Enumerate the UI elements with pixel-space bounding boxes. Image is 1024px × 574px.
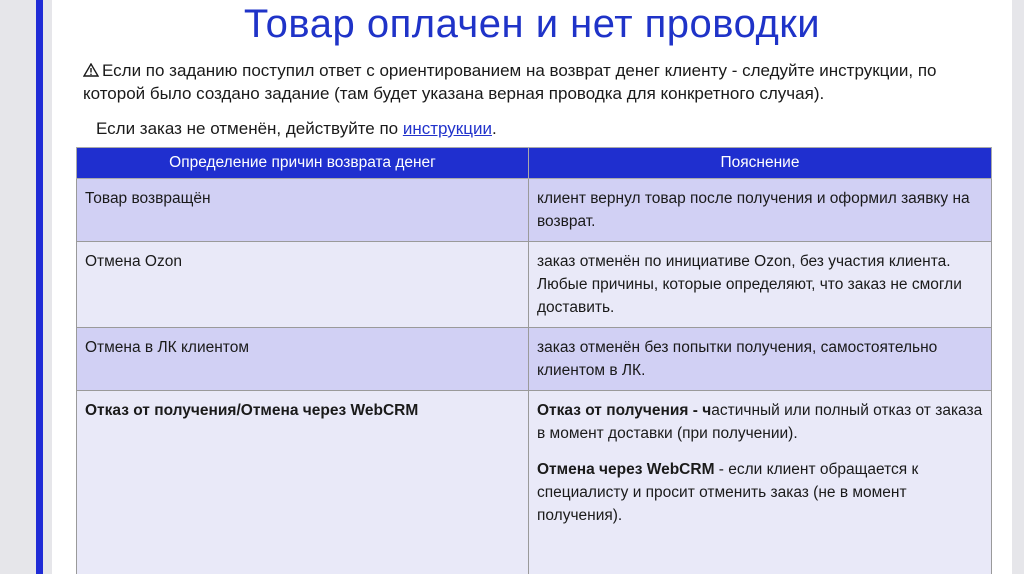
explanation-cell [529,391,992,574]
table-row [77,179,992,242]
explanation-cell: клиент вернул товар после получения и оформил заявку на возврат. [529,179,992,242]
instruction-note [96,119,497,139]
note-prefix: Если заказ не отменён, действуйте по [96,119,403,138]
note-suffix: . [491,119,497,138]
instruction-link[interactable]: инструкции [402,119,492,138]
page-title: Товар оплачен и нет проводки [243,2,821,46]
reason-cell: Отмена в ЛК клиентом [77,328,529,391]
reasons-table [76,147,992,574]
table-header-row [77,148,992,179]
reason-cell: Отказ от получения/Отмена через WebCRM [77,391,529,574]
left-accent-bar [36,0,43,574]
explanation-paragraph-refusal [537,399,983,445]
reason-cell: Товар возвращён [77,179,529,242]
webcrm-text: - если клиент обращается к специалисту и просит отменить заказ (не в момент получения). [537,461,919,524]
webcrm-term: Отмена через WebCRM [537,461,715,478]
refusal-text: астичный или полный отказ от заказа в момент доставки (при получении). [537,402,983,442]
refusal-term: Отказ от получения - ч [537,402,712,419]
explanation-cell: заказ отменён по инициативе Ozon, без участия клиента. Любые причины, которые определяют, что заказ не смогли доставить. [529,242,992,328]
slide [52,0,1012,574]
explanation-paragraph-webcrm [537,458,983,527]
column-header-reason: Определение причин возврата денег [77,148,529,179]
warning-paragraph [83,59,983,105]
table-row [77,242,992,328]
table-row [77,328,992,391]
warning-text: Если по заданию поступил ответ с ориентированием на возврат денег клиенту - следуйте инструкции, по которой было создано задание (там будет указана верная проводка для конкретного случая). [83,61,937,103]
explanation-cell: заказ отменён без попытки получения, самостоятельно клиентом в ЛК. [529,328,992,391]
warning-triangle-icon [83,63,99,77]
column-header-explanation: Пояснение [529,148,992,179]
reason-cell: Отмена Ozon [77,242,529,328]
table-row [77,391,992,574]
